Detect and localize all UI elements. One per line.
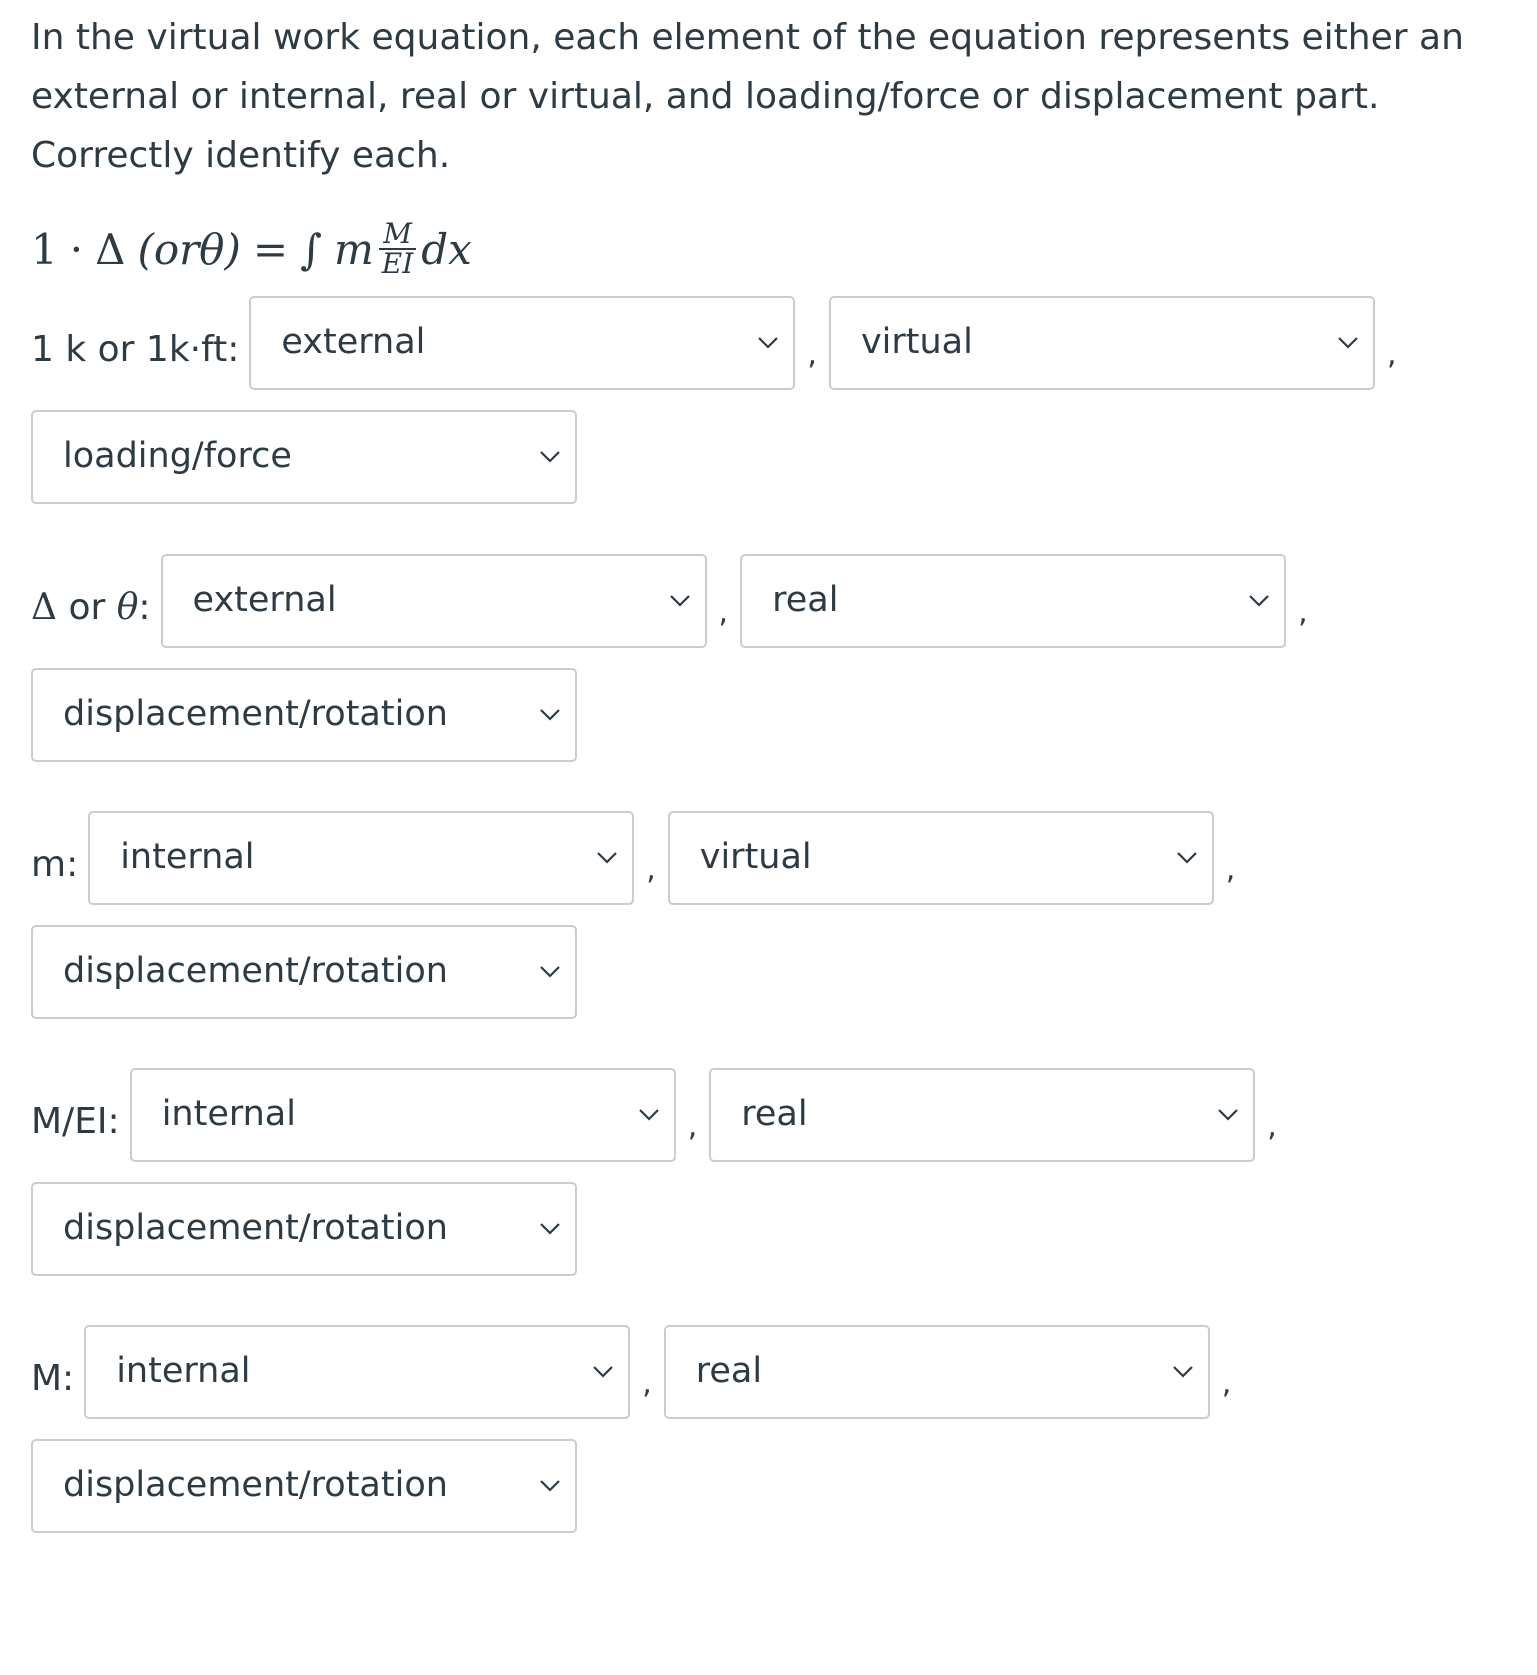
location-select[interactable] (161, 554, 707, 648)
nature-select[interactable] (829, 296, 1375, 390)
separator-comma: , (1267, 1109, 1277, 1144)
type-select[interactable] (31, 410, 577, 504)
chevron-down-icon (1176, 851, 1198, 865)
equation-dx: dx (421, 224, 472, 274)
separator-comma: , (1386, 337, 1397, 372)
select-value: loading/force (63, 436, 292, 476)
select-value: virtual (699, 837, 812, 877)
equation-delta: Δ (95, 224, 126, 274)
chevron-down-icon (1337, 336, 1359, 350)
select-value: displacement/rotation (63, 1465, 448, 1505)
separator-comma: , (718, 595, 729, 630)
fraction-denominator: EI (381, 247, 414, 280)
virtual-work-equation (31, 214, 472, 284)
type-select[interactable] (31, 925, 577, 1019)
select-value: virtual (860, 322, 973, 362)
select-value: internal (120, 837, 255, 877)
select-value: displacement/rotation (63, 1208, 448, 1248)
separator-comma: , (1225, 852, 1236, 887)
separator-comma: , (642, 1366, 652, 1401)
question-text: In the virtual work equation, each element of the equation represents either an external or internal, real or virtual, and loading/force or displacement part. Correctly identify each. (31, 17, 1464, 176)
select-value: internal (161, 1094, 296, 1134)
nature-select[interactable] (740, 554, 1286, 648)
chevron-down-icon (1217, 1108, 1239, 1122)
chevron-down-icon (592, 1365, 614, 1379)
chevron-down-icon (1172, 1365, 1194, 1379)
select-value: external (192, 580, 337, 620)
row-unit-load (31, 296, 1408, 390)
separator-comma: , (646, 852, 656, 887)
select-value: internal (116, 1351, 251, 1391)
type-select[interactable] (31, 668, 577, 762)
location-select[interactable] (88, 811, 634, 905)
row-label: m: (31, 844, 79, 885)
label-delta: Δ (31, 587, 57, 628)
label-theta: θ (116, 587, 139, 628)
equation-or-theta: (orθ) (137, 224, 241, 274)
equation-m: m (333, 224, 374, 274)
chevron-down-icon (669, 594, 691, 608)
equation-fraction (378, 217, 418, 280)
select-value: real (772, 580, 839, 620)
chevron-down-icon (638, 1108, 660, 1122)
chevron-down-icon (539, 450, 561, 464)
row-m (31, 811, 1247, 905)
row-label: M: (31, 1358, 75, 1399)
equation-integral: ∫ (300, 224, 322, 274)
separator-comma: , (687, 1109, 698, 1144)
chevron-down-icon (757, 336, 779, 350)
location-select[interactable] (249, 296, 795, 390)
location-select[interactable] (130, 1068, 676, 1162)
chevron-down-icon (1248, 594, 1270, 608)
row-big-m (31, 1325, 1243, 1419)
row-delta-theta (31, 554, 1320, 648)
select-value: displacement/rotation (63, 951, 448, 991)
nature-select[interactable] (668, 811, 1214, 905)
row-label: 1 k or 1k·ft: (31, 329, 240, 370)
row-label: M/EI: (31, 1101, 120, 1142)
chevron-down-icon (539, 708, 561, 722)
equation-equals: = (252, 224, 289, 274)
chevron-down-icon (539, 1479, 561, 1493)
select-value: real (741, 1094, 808, 1134)
separator-comma: , (1221, 1366, 1232, 1401)
type-select[interactable] (31, 1439, 577, 1533)
chevron-down-icon (539, 965, 561, 979)
chevron-down-icon (539, 1222, 561, 1236)
select-value: real (695, 1351, 763, 1391)
chevron-down-icon (596, 851, 618, 865)
separator-comma: , (807, 337, 817, 372)
location-select[interactable] (84, 1325, 630, 1419)
equation-dot: · (69, 224, 84, 274)
select-value: external (281, 322, 426, 362)
row-label (31, 587, 151, 628)
type-select[interactable] (31, 1182, 577, 1276)
select-value: displacement/rotation (63, 694, 448, 734)
row-m-over-ei (31, 1068, 1289, 1162)
fraction-numerator: M (379, 220, 416, 250)
nature-select[interactable] (709, 1068, 1255, 1162)
label-or: or (57, 587, 117, 628)
separator-comma: , (1298, 595, 1308, 630)
label-colon: : (138, 587, 151, 628)
nature-select[interactable] (664, 1325, 1210, 1419)
equation-one: 1 (31, 224, 58, 274)
